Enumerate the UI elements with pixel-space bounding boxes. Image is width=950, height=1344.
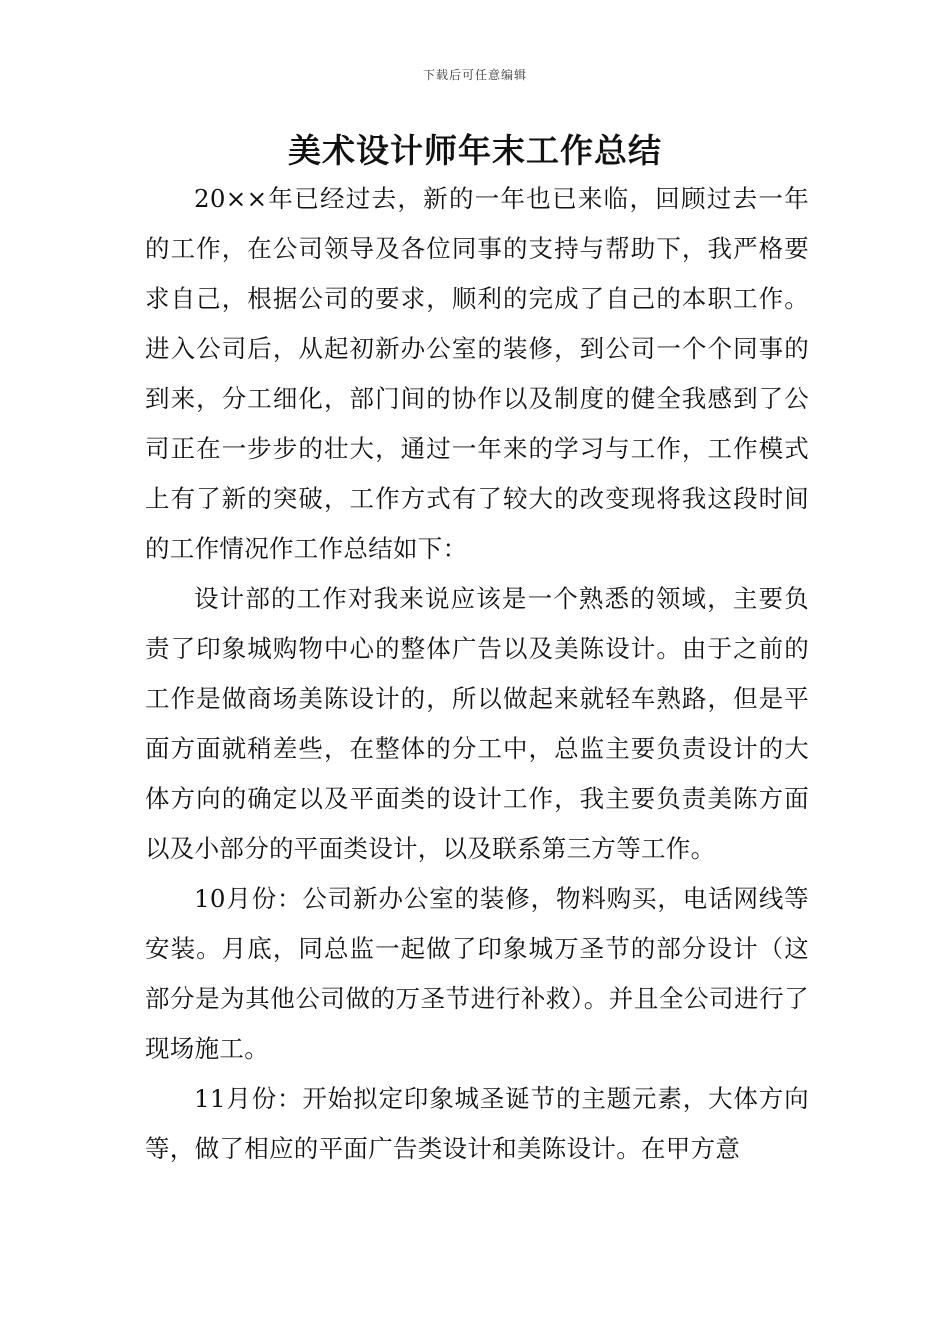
document-body bbox=[145, 174, 809, 1174]
paragraph-design-dept: 设计部的工作对我来说应该是一个熟悉的领域，主要负责了印象城购物中心的整体广告以及美陈设计。由于之前的工作是做商场美陈设计的，所以做起来就轻车熟路，但是平面方面就稍差些，在整体的分工中，总监主要负责设计的大体方向的确定以及平面类的设计工作，我主要负责美陈方面以及小部分的平面类设计，以及联系第三方等工作。 bbox=[145, 584, 809, 863]
document-title: 美术设计师年末工作总结 bbox=[288, 131, 662, 170]
paragraph-november: 11月份：开始拟定印象城圣诞节的主题元素，大体方向等，做了相应的平面广告类设计和美陈设计。在甲方意 bbox=[145, 1084, 809, 1163]
paragraph-october: 10月份：公司新办公室的装修，物料购买，电话网线等安装。月底，同总监一起做了印象城万圣节的部分设计（这部分是为其他公司做的万圣节进行补救）。并且全公司进行了现场施工。 bbox=[145, 884, 809, 1063]
paragraph-intro: 20××年已经过去，新的一年也已来临，回顾过去一年的工作，在公司领导及各位同事的支持与帮助下，我严格要求自己，根据公司的要求，顺利的完成了自己的本职工作。进入公司后，从起初新办公室的装修，到公司一个个同事的到来，分工细化，部门间的协作以及制度的健全我感到了公司正在一步步的壮大，通过一年来的学习与工作，工作模式上有了新的突破，工作方式有了较大的改变现将我这段时间的工作情况作工作总结如下： bbox=[145, 184, 809, 563]
header-note: 下载后可任意编辑 bbox=[422, 68, 527, 82]
